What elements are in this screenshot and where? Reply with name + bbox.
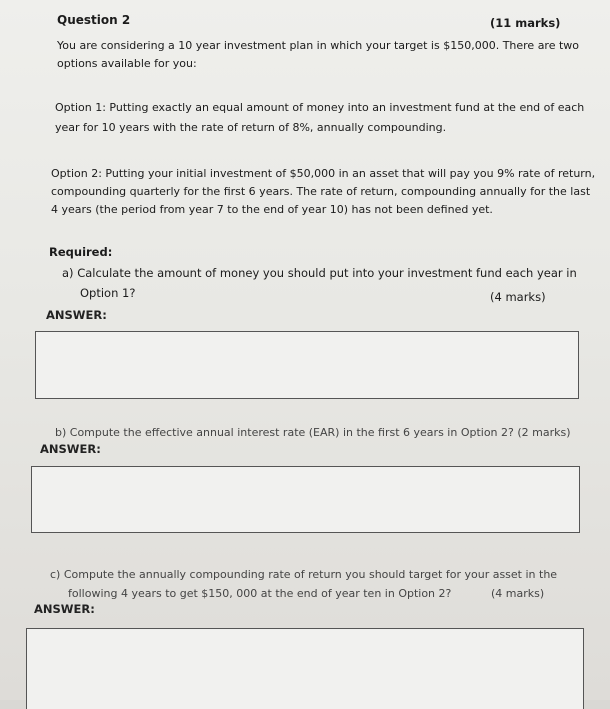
answer-box-c[interactable]	[26, 628, 584, 709]
answer-label-c: ANSWER:	[34, 602, 95, 616]
part-a-marks: (4 marks)	[490, 290, 546, 304]
part-a-line-1: a) Calculate the amount of money you should put into your investment fund each year in	[62, 266, 577, 280]
option2-line-1: Option 2: Putting your initial investment of $50,000 in an asset that will pay you 9% rate of return,	[51, 167, 596, 180]
answer-box-b[interactable]	[31, 466, 580, 533]
question-title: Question 2	[57, 13, 131, 27]
part-c-line-1: c) Compute the annually compounding rate of return you should target for your asset in the	[50, 568, 558, 581]
intro-line-1: You are considering a 10 year investment plan in which your target is $150,000. There are two	[57, 39, 580, 52]
option2-line-2: compounding quarterly for the first 6 years. The rate of return, compounding annually for the last	[51, 185, 591, 198]
option2-line-3: 4 years (the period from year 7 to the end of year 10) has not been defined yet.	[51, 203, 493, 216]
answer-box-a[interactable]	[35, 331, 579, 399]
answer-label-a: ANSWER:	[46, 308, 107, 322]
option1-line-1: Option 1: Putting exactly an equal amount of money into an investment fund at the end of each	[55, 101, 585, 114]
part-a-line-2: Option 1?	[80, 286, 136, 300]
option1-line-2: year for 10 years with the rate of return of 8%, annually compounding.	[55, 121, 447, 134]
required-label: Required:	[49, 245, 113, 259]
answer-label-b: ANSWER:	[40, 442, 101, 456]
part-c-marks: (4 marks)	[491, 587, 545, 600]
total-marks: (11 marks)	[490, 16, 561, 30]
part-b-line-1: b) Compute the effective annual interest rate (EAR) in the first 6 years in Option 2? (2 marks)	[55, 426, 571, 439]
part-c-line-2: following 4 years to get $150, 000 at the end of year ten in Option 2?	[68, 587, 452, 600]
intro-line-2: options available for you:	[57, 57, 197, 70]
